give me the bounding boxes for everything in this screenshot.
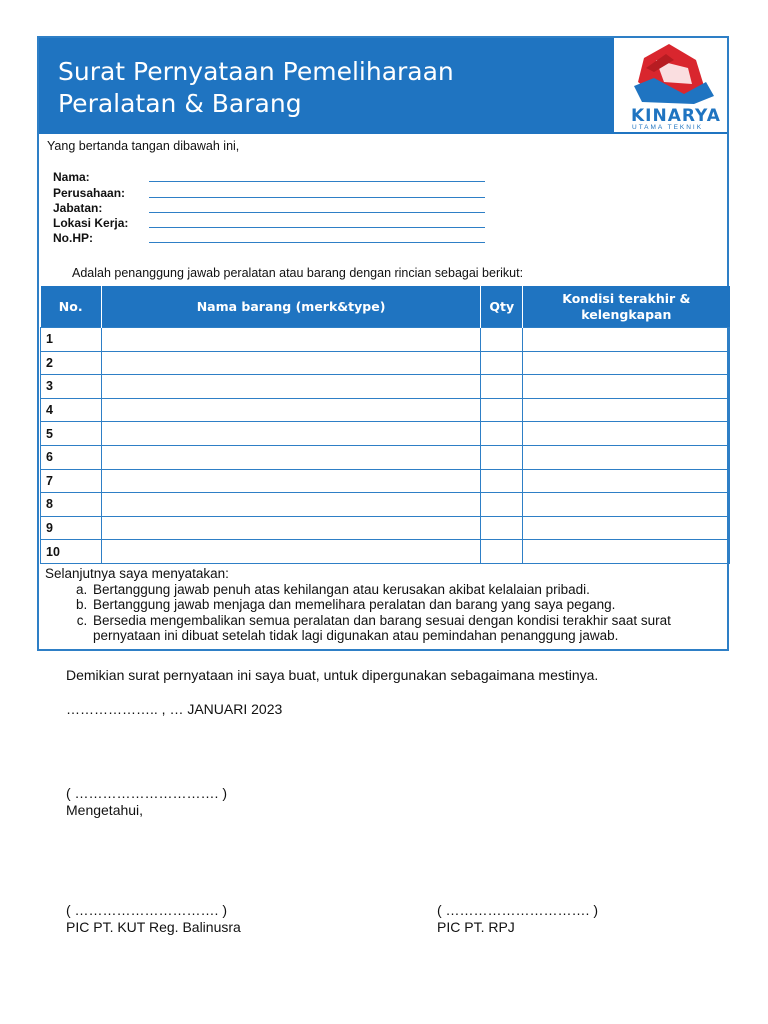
- condition-cell[interactable]: [523, 351, 730, 375]
- item-name-cell[interactable]: [101, 351, 480, 375]
- phone-field[interactable]: [53, 230, 485, 245]
- closing-text: Demikian surat pernyataan ini saya buat, untuk dipergunakan sebagaimana mestinya.: [66, 667, 599, 683]
- condition-cell[interactable]: [523, 328, 730, 352]
- condition-cell[interactable]: [523, 493, 730, 517]
- date-line: ……………….. , … JANUARI 2023: [66, 701, 283, 717]
- field-label: No.HP:: [53, 231, 93, 246]
- title-line-1: Surat Pernyataan Pemeliharaan: [58, 57, 454, 86]
- condition-cell[interactable]: [523, 445, 730, 469]
- field-label: Jabatan:: [53, 200, 103, 215]
- item-name-cell[interactable]: [101, 493, 480, 517]
- title-line-2: Peralatan & Barang: [58, 89, 302, 118]
- table-row: [41, 540, 730, 564]
- page-title: [58, 56, 454, 120]
- row-number: 8: [41, 493, 102, 517]
- row-number: 5: [41, 422, 102, 446]
- item-name-cell[interactable]: [101, 328, 480, 352]
- signature-blank-declarant[interactable]: ( …………………………. ): [66, 785, 227, 801]
- table-row: [41, 328, 730, 352]
- condition-header-line-1: Kondisi terakhir &: [562, 290, 691, 306]
- statements-section: [45, 566, 693, 644]
- table-row: [41, 422, 730, 446]
- condition-cell[interactable]: [523, 469, 730, 493]
- qty-cell[interactable]: [481, 398, 523, 422]
- signature-blank-pic-right[interactable]: ( …………………………. ): [437, 902, 598, 918]
- condition-cell[interactable]: [523, 540, 730, 564]
- table-row: [41, 469, 730, 493]
- row-number: 6: [41, 445, 102, 469]
- col-header-condition: [523, 286, 730, 328]
- row-number: 3: [41, 375, 102, 399]
- col-header-qty: Qty: [481, 286, 523, 328]
- pic-right-label: PIC PT. RPJ: [437, 919, 515, 935]
- field-label: Perusahaan:: [53, 185, 126, 200]
- name-field[interactable]: [53, 169, 485, 184]
- logo-name: KINARYA: [631, 106, 721, 126]
- description-text: Adalah penanggung jawab peralatan atau barang dengan rincian sebagai berikut:: [72, 266, 524, 280]
- table-row: [41, 375, 730, 399]
- qty-cell[interactable]: [481, 445, 523, 469]
- row-number: 9: [41, 516, 102, 540]
- item-name-cell[interactable]: [101, 540, 480, 564]
- identity-fields: [53, 169, 485, 245]
- table-row: [41, 351, 730, 375]
- condition-cell[interactable]: [523, 422, 730, 446]
- pic-left-label: PIC PT. KUT Reg. Balinusra: [66, 919, 241, 935]
- row-number: 10: [41, 540, 102, 564]
- list-item: c. Bersedia mengembalikan semua peralatan dan barang sesuai dengan kondisi terakhir saat surat pernyataan ini dibuat setelah tidak lagi digunakan atau pemindahan penanggung jawab.: [91, 613, 693, 644]
- form-frame: [37, 36, 729, 651]
- field-label: Nama:: [53, 170, 90, 185]
- statements-intro: Selanjutnya saya menyatakan:: [45, 566, 229, 581]
- condition-cell[interactable]: [523, 398, 730, 422]
- position-field[interactable]: [53, 200, 485, 215]
- col-header-no: No.: [41, 286, 102, 328]
- condition-header-line-2: kelengkapan: [581, 306, 672, 322]
- logo-panel: [614, 38, 727, 132]
- field-label: Lokasi Kerja:: [53, 216, 129, 231]
- qty-cell[interactable]: [481, 516, 523, 540]
- logo-subtitle: UTAMA TEKNIK: [632, 124, 704, 131]
- item-name-cell[interactable]: [101, 445, 480, 469]
- table-header-row: [41, 286, 730, 328]
- work-location-field[interactable]: [53, 215, 485, 230]
- row-number: 2: [41, 351, 102, 375]
- item-name-cell[interactable]: [101, 422, 480, 446]
- items-table: [40, 286, 730, 564]
- row-number: 7: [41, 469, 102, 493]
- qty-cell[interactable]: [481, 375, 523, 399]
- table-row: [41, 493, 730, 517]
- condition-cell[interactable]: [523, 375, 730, 399]
- list-item: b. Bertanggung jawab menjaga dan memelihara peralatan dan barang yang saya pegang.: [91, 597, 693, 613]
- item-name-cell[interactable]: [101, 398, 480, 422]
- table-row: [41, 445, 730, 469]
- intro-text: Yang bertanda tangan dibawah ini,: [47, 139, 240, 153]
- qty-cell[interactable]: [481, 540, 523, 564]
- qty-cell[interactable]: [481, 469, 523, 493]
- item-name-cell[interactable]: [101, 516, 480, 540]
- item-name-cell[interactable]: [101, 375, 480, 399]
- company-field[interactable]: [53, 184, 485, 199]
- table-row: [41, 516, 730, 540]
- qty-cell[interactable]: [481, 351, 523, 375]
- item-name-cell[interactable]: [101, 469, 480, 493]
- qty-cell[interactable]: [481, 493, 523, 517]
- row-number: 4: [41, 398, 102, 422]
- qty-cell[interactable]: [481, 422, 523, 446]
- qty-cell[interactable]: [481, 328, 523, 352]
- table-row: [41, 398, 730, 422]
- row-number: 1: [41, 328, 102, 352]
- signature-blank-pic-left[interactable]: ( …………………………. ): [66, 902, 227, 918]
- condition-cell[interactable]: [523, 516, 730, 540]
- list-item: a. Bertanggung jawab penuh atas kehilangan atau kerusakan akibat kelalaian pribadi.: [91, 582, 693, 598]
- statements-list: [45, 582, 693, 644]
- col-header-name: Nama barang (merk&type): [101, 286, 480, 328]
- acknowledged-label: Mengetahui,: [66, 802, 144, 818]
